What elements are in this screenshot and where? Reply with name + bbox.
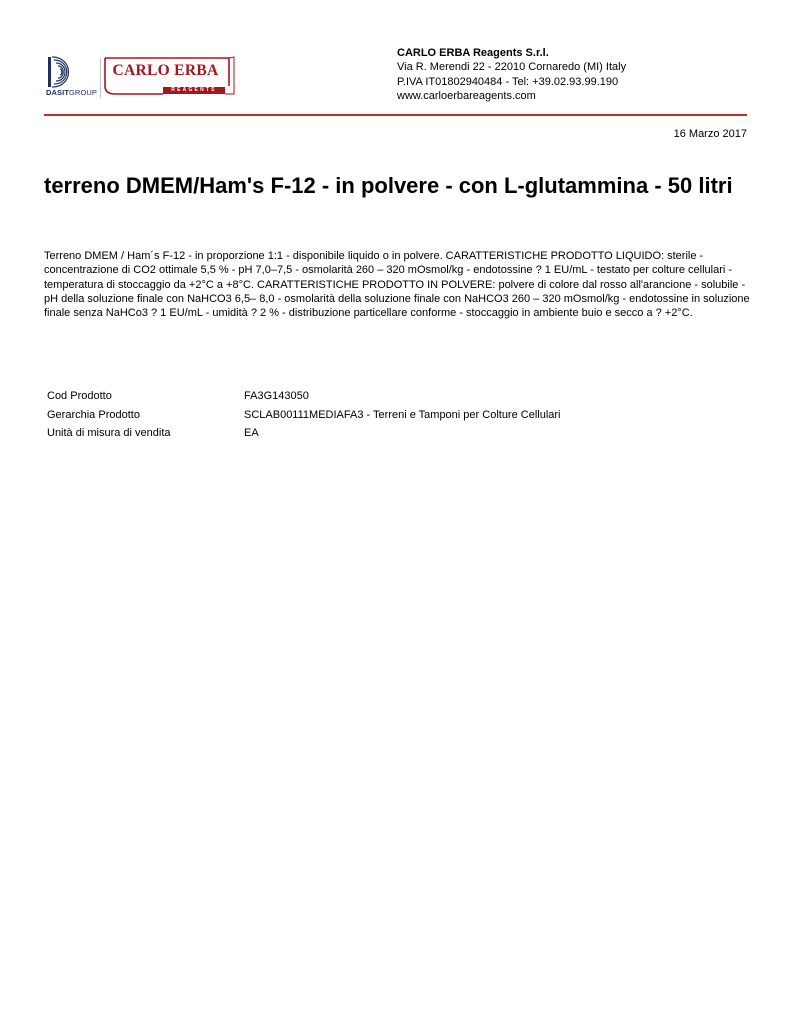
dasit-suffix: GROUP	[69, 88, 98, 97]
carlo-erba-wordmark: CARLO ERBA	[112, 62, 219, 79]
company-info	[397, 46, 626, 104]
company-name: CARLO ERBA Reagents S.r.l.	[397, 47, 549, 59]
dasit-group-wordmark	[46, 88, 97, 97]
company-address: Via R. Merendi 22 - 22010 Cornaredo (MI) Italy	[397, 61, 627, 74]
dasit-prefix: DASIT	[46, 88, 69, 97]
logo-divider	[100, 58, 101, 98]
spec-row-product-code	[44, 390, 744, 409]
carlo-erba-logo	[103, 56, 237, 98]
product-title: terreno DMEM/Ham's F-12 - in polvere - con L-glutammina - 50 litri	[44, 173, 733, 198]
spec-value: EA	[244, 427, 259, 439]
spec-row-sales-unit	[44, 427, 744, 446]
reagents-tagline: REAGENTS	[163, 87, 225, 94]
header-divider	[44, 114, 747, 116]
spec-value: FA3G143050	[244, 390, 309, 402]
dasit-waves-icon	[44, 55, 100, 89]
spec-label: Gerarchia Prodotto	[47, 408, 140, 421]
spec-label: Unità di misura di vendita	[47, 427, 171, 439]
product-specs-table	[44, 390, 744, 446]
company-website[interactable]: www.carloerbareagents.com	[397, 90, 536, 103]
company-vat-phone: P.IVA IT01802940484 - Tel: +39.02.93.99.190	[397, 75, 619, 88]
product-description: Terreno DMEM / Ham´s F-12 - in proporzione 1:1 - disponibile liquido o in polvere. CARATTERISTICHE PRODOTTO LIQUIDO: sterile - concentrazione di CO2 ottimale 5,5 % - pH 7,0–7,5 - osmolarità 260 – 320 mOsmol/kg - endotossine ? 1 EU/mL - testato per colture cellulari - temperatura di stoccaggio da +2°C a +8°C. CARATTERISTICHE PRODOTTO IN POLVERE: polvere di colore dal rosso all'arancione - solubile - pH della soluzione finale con NaHCO3 6,5– 8,0 - osmolarità della soluzione finale con NaHCO3 260 – 320 mOsmol/kg - endotossine in soluzione finale senza NaHCo3 ? 1 EU/mL - umidità ? 2 % - distribuzione particellare conforme - stoccaggio in ambiente buio e secco a ? +2°C.	[44, 250, 750, 320]
spec-label: Cod Prodotto	[47, 390, 112, 402]
document-date: 16 Marzo 2017	[673, 128, 747, 140]
spec-value: SCLAB00111MEDIAFA3 - Terreni e Tamponi per Colture Cellulari	[244, 408, 561, 421]
spec-row-product-hierarchy	[44, 409, 744, 428]
